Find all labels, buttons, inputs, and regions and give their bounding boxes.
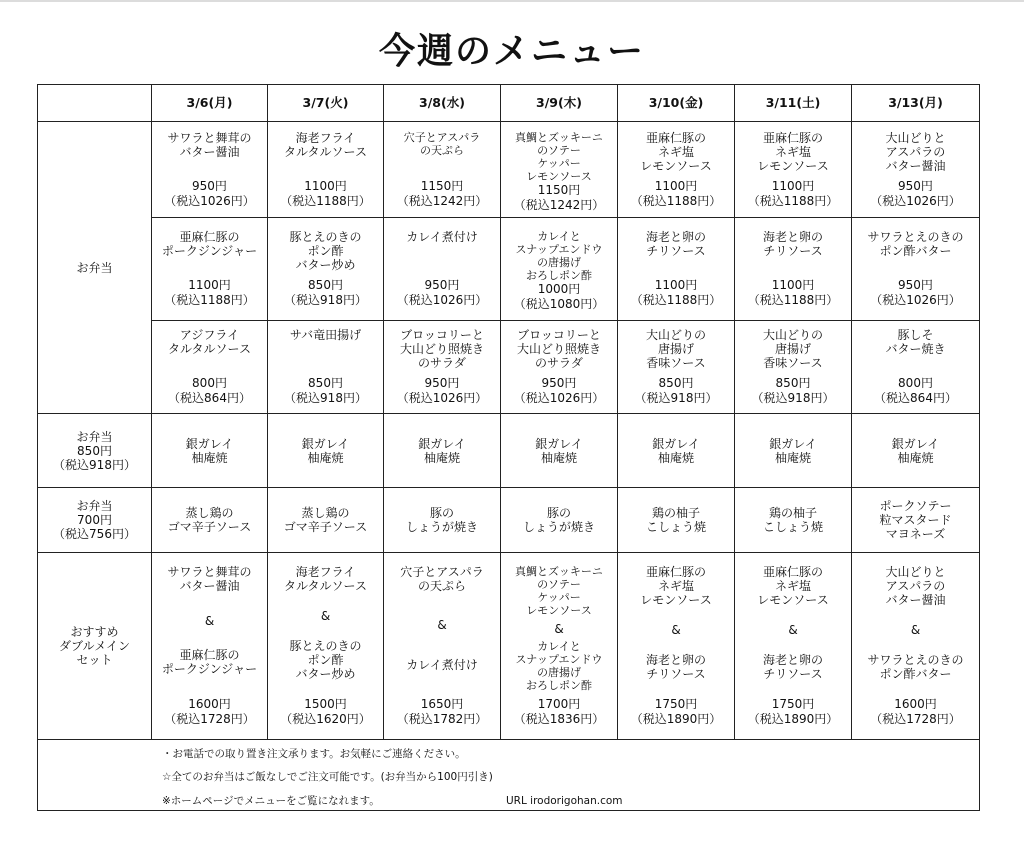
- double-main-row: [38, 553, 980, 740]
- menu-cell: 豚の しょうが焼き: [501, 488, 618, 553]
- menu-cell: サワラと舞茸の バター醤油 950円 （税込1026円）: [152, 122, 268, 218]
- notes-row: [38, 740, 980, 811]
- website-url: URL irodorigohan.com: [506, 795, 623, 807]
- menu-cell: 穴子とアスパラ の天ぷら & カレイ煮付け 1650円 （税込1782円）: [384, 553, 501, 740]
- header-corner: [38, 85, 152, 122]
- menu-cell: 亜麻仁豚の ネギ塩 レモンソース 1100円 （税込1188円）: [618, 122, 735, 218]
- menu-cell: ポークソテー 粒マスタード マヨネーズ: [852, 488, 980, 553]
- bento-row-1: [38, 122, 980, 218]
- menu-cell: 穴子とアスパラ の天ぷら 1150円 （税込1242円）: [384, 122, 501, 218]
- note-phone-order: ・お電話での取り置き注文承ります。お気軽にご連絡ください。: [162, 748, 466, 760]
- menu-cell: 銀ガレイ 柚庵焼: [268, 414, 384, 488]
- bento-row-2: [38, 218, 980, 321]
- menu-cell: 大山どりと アスパラの バター醤油 950円 （税込1026円）: [852, 122, 980, 218]
- menu-cell: サバ竜田揚げ 850円 （税込918円）: [268, 321, 384, 414]
- row-label-bento-700: お弁当 700円 （税込756円）: [38, 488, 152, 553]
- menu-cell: 銀ガレイ 柚庵焼: [618, 414, 735, 488]
- top-border: [0, 0, 1024, 2]
- day-header: 3/6(月): [152, 85, 268, 122]
- menu-cell: 蒸し鶏の ゴマ辛子ソース: [268, 488, 384, 553]
- menu-cell: 鶏の柚子 こしょう焼: [735, 488, 852, 553]
- menu-cell: 亜麻仁豚の ネギ塩 レモンソース 1100円 （税込1188円）: [735, 122, 852, 218]
- menu-cell: 亜麻仁豚の ネギ塩 レモンソース & 海老と卵の チリソース 1750円 （税込1890円）: [618, 553, 735, 740]
- notes-box: [38, 740, 980, 811]
- row-label-double-main: おすすめ ダブルメイン セット: [38, 553, 152, 740]
- menu-cell: アジフライ タルタルソース 800円 （税込864円）: [152, 321, 268, 414]
- menu-cell: 海老フライ タルタルソース & 豚とえのきの ポン酢 バター炒め 1500円 （税込1620円）: [268, 553, 384, 740]
- menu-cell: 銀ガレイ 柚庵焼: [852, 414, 980, 488]
- header-row: [38, 85, 980, 122]
- menu-table: [37, 84, 980, 811]
- menu-cell: 海老と卵の チリソース 1100円 （税込1188円）: [735, 218, 852, 321]
- menu-cell: 亜麻仁豚の ポークジンジャー 1100円 （税込1188円）: [152, 218, 268, 321]
- menu-cell: 銀ガレイ 柚庵焼: [735, 414, 852, 488]
- menu-cell: 大山どりの 唐揚げ 香味ソース 850円 （税込918円）: [735, 321, 852, 414]
- menu-cell: 銀ガレイ 柚庵焼: [384, 414, 501, 488]
- menu-cell: カレイと スナップエンドウ の唐揚げ おろしポン酢 1000円 （税込1080円）: [501, 218, 618, 321]
- row-label-bento: お弁当: [38, 122, 152, 414]
- bento-row-3: [38, 321, 980, 414]
- row-label-bento-850: お弁当 850円 （税込918円）: [38, 414, 152, 488]
- note-homepage: ※ホームページでメニューをご覧になれます。: [162, 795, 380, 807]
- menu-cell: ブロッコリーと 大山どり照焼き のサラダ 950円 （税込1026円）: [384, 321, 501, 414]
- menu-cell: 銀ガレイ 柚庵焼: [152, 414, 268, 488]
- menu-cell: 蒸し鶏の ゴマ辛子ソース: [152, 488, 268, 553]
- note-no-rice: ☆全てのお弁当はご飯なしでご注文可能です。(お弁当から100円引き): [162, 771, 493, 783]
- menu-cell: 真鯛とズッキーニ のソテー ケッパー レモンソース 1150円 （税込1242円）: [501, 122, 618, 218]
- day-header: 3/11(土): [735, 85, 852, 122]
- menu-cell: 大山どりの 唐揚げ 香味ソース 850円 （税込918円）: [618, 321, 735, 414]
- bento-700-row: [38, 488, 980, 553]
- menu-cell: ブロッコリーと 大山どり照焼き のサラダ 950円 （税込1026円）: [501, 321, 618, 414]
- menu-cell: 銀ガレイ 柚庵焼: [501, 414, 618, 488]
- day-header: 3/8(水): [384, 85, 501, 122]
- day-header: 3/13(月): [852, 85, 980, 122]
- menu-cell: 豚しそ バター焼き 800円 （税込864円）: [852, 321, 980, 414]
- menu-cell: 豚とえのきの ポン酢 バター炒め 850円 （税込918円）: [268, 218, 384, 321]
- day-header: 3/10(金): [618, 85, 735, 122]
- menu-cell: 海老と卵の チリソース 1100円 （税込1188円）: [618, 218, 735, 321]
- day-header: 3/9(木): [501, 85, 618, 122]
- menu-cell: 鶏の柚子 こしょう焼: [618, 488, 735, 553]
- menu-cell: サワラと舞茸の バター醤油 & 亜麻仁豚の ポークジンジャー 1600円 （税込1728円）: [152, 553, 268, 740]
- day-header: 3/7(火): [268, 85, 384, 122]
- bento-850-row: [38, 414, 980, 488]
- menu-cell: 大山どりと アスパラの バター醤油 & サワラとえのきの ポン酢バター 1600円 （税込1728円）: [852, 553, 980, 740]
- page-title: 今週のメニュー: [378, 31, 645, 72]
- menu-cell: 豚の しょうが焼き: [384, 488, 501, 553]
- menu-cell: サワラとえのきの ポン酢バター 950円 （税込1026円）: [852, 218, 980, 321]
- menu-cell: カレイ煮付け 950円 （税込1026円）: [384, 218, 501, 321]
- menu-cell: 真鯛とズッキーニ のソテー ケッパー レモンソース & カレイと スナップエンドウ の唐揚げ おろしポン酢 1700円 （税込1836円）: [501, 553, 618, 740]
- menu-cell: 海老フライ タルタルソース 1100円 （税込1188円）: [268, 122, 384, 218]
- menu-cell: 亜麻仁豚の ネギ塩 レモンソース & 海老と卵の チリソース 1750円 （税込1890円）: [735, 553, 852, 740]
